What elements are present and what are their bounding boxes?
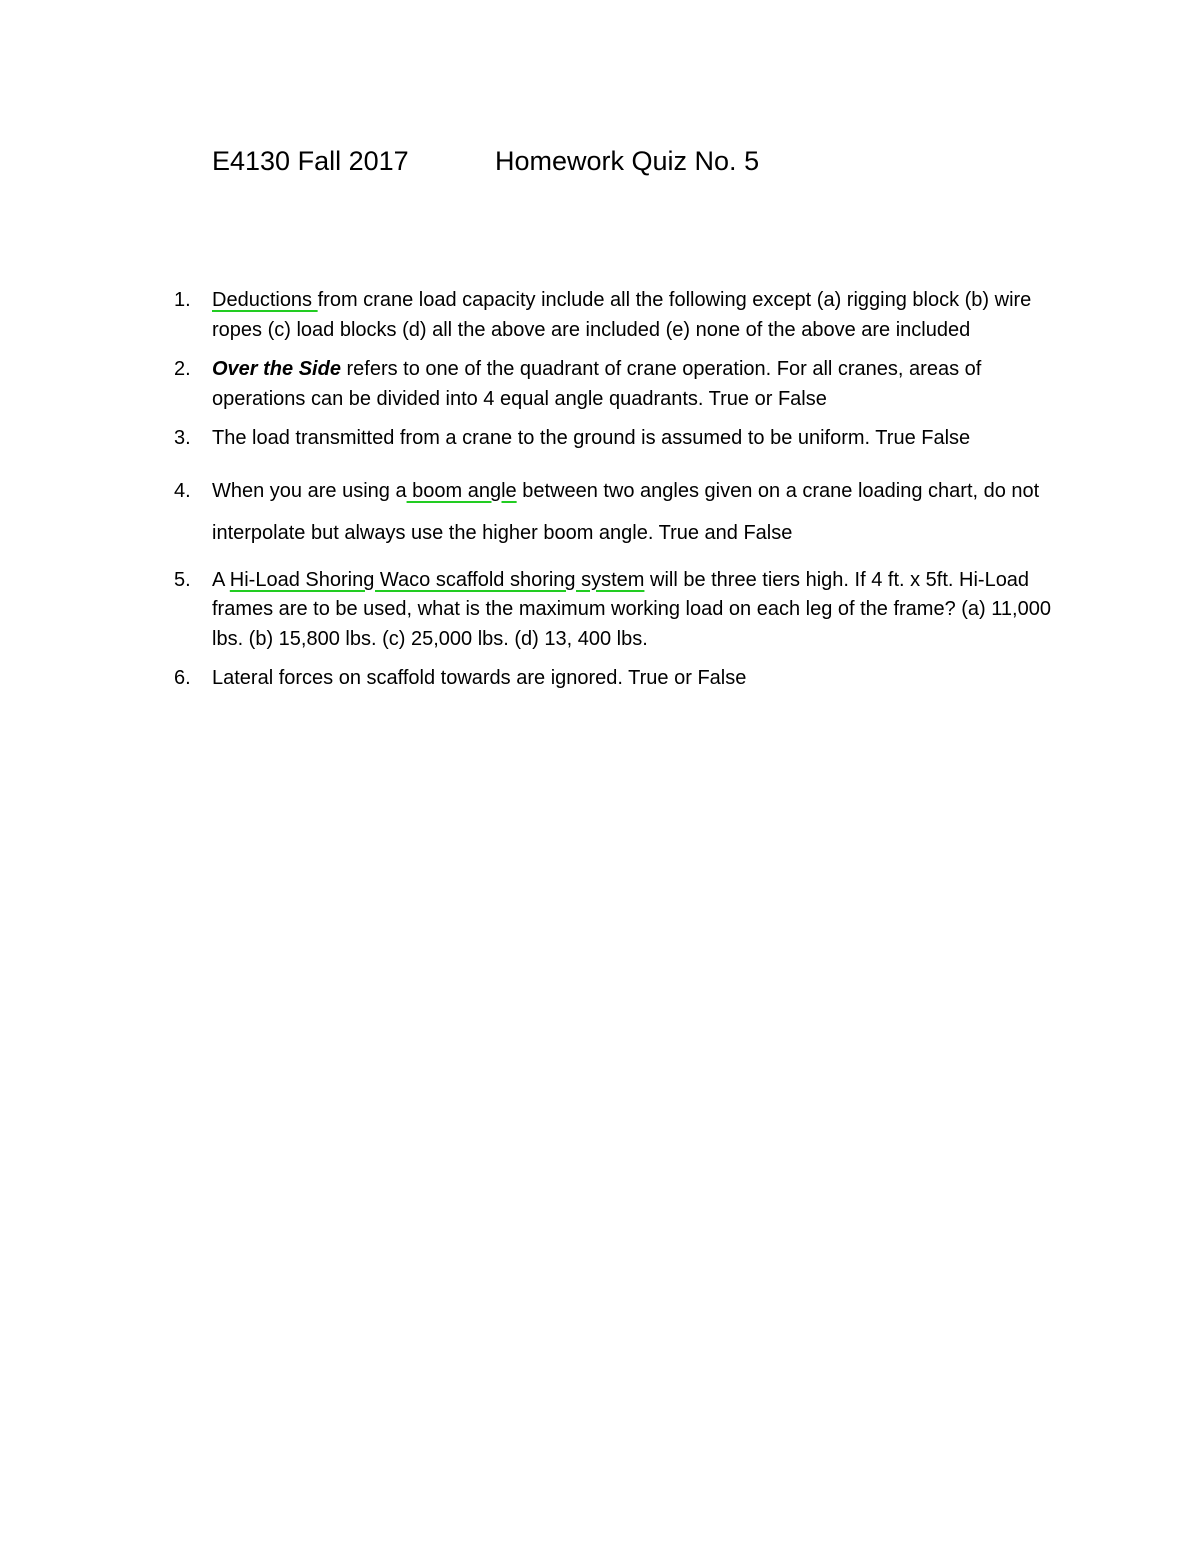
question-4 [174,470,1064,554]
question-3-text: The load transmitted from a crane to the ground is assumed to be uniform. True False [212,427,971,449]
question-4-text-after: between two angles given on a crane loading chart, do not interpolate but always use the higher boom angle. True and False [212,479,1040,544]
question-4-underlined-term: boom angle [406,479,517,502]
question-number: 3. [174,427,191,449]
quiz-title: Homework Quiz No. 5 [495,146,760,176]
question-3 [174,424,1064,454]
question-1-lead-term: Deductions [212,289,318,311]
question-number: 5. [174,568,191,591]
question-5-text-before: A [212,568,230,591]
question-1 [174,286,1064,345]
question-5 [174,566,1064,655]
question-6 [174,664,1064,694]
question-number: 2. [174,358,191,380]
question-2-lead-term: Over the Side [212,358,341,380]
question-2-text: refers to one of the quadrant of crane operation. For all cranes, areas of operations can be divided into 4 equal angle quadrants. True or False [212,358,982,410]
question-1-text: from crane load capacity include all the following except (a) rigging block (b) wire ropes (c) load blocks (d) all the above are included (e) none of the above are included [212,289,1032,341]
question-5-underlined-term: Hi-Load Shoring Waco scaffold shoring system [229,568,645,591]
question-6-text: Lateral forces on scaffold towards are ignored. True or False [212,667,747,689]
question-number: 6. [174,667,191,689]
question-number: 1. [174,289,191,311]
question-2 [174,355,1064,414]
course-title: E4130 Fall 2017 [212,146,409,176]
question-5-text-after: will be three tiers high. If 4 ft. x 5ft. Hi-Load frames are to be used, what is the maximum working load on each leg of the frame? (a) 11,000 lbs. (b) 15,800 lbs. (c) 25,000 lbs. (d) 13, 400 lbs. [212,568,1051,650]
question-number: 4. [174,479,191,502]
question-list [174,286,1064,694]
question-4-text-before: When you are using a [212,479,407,502]
